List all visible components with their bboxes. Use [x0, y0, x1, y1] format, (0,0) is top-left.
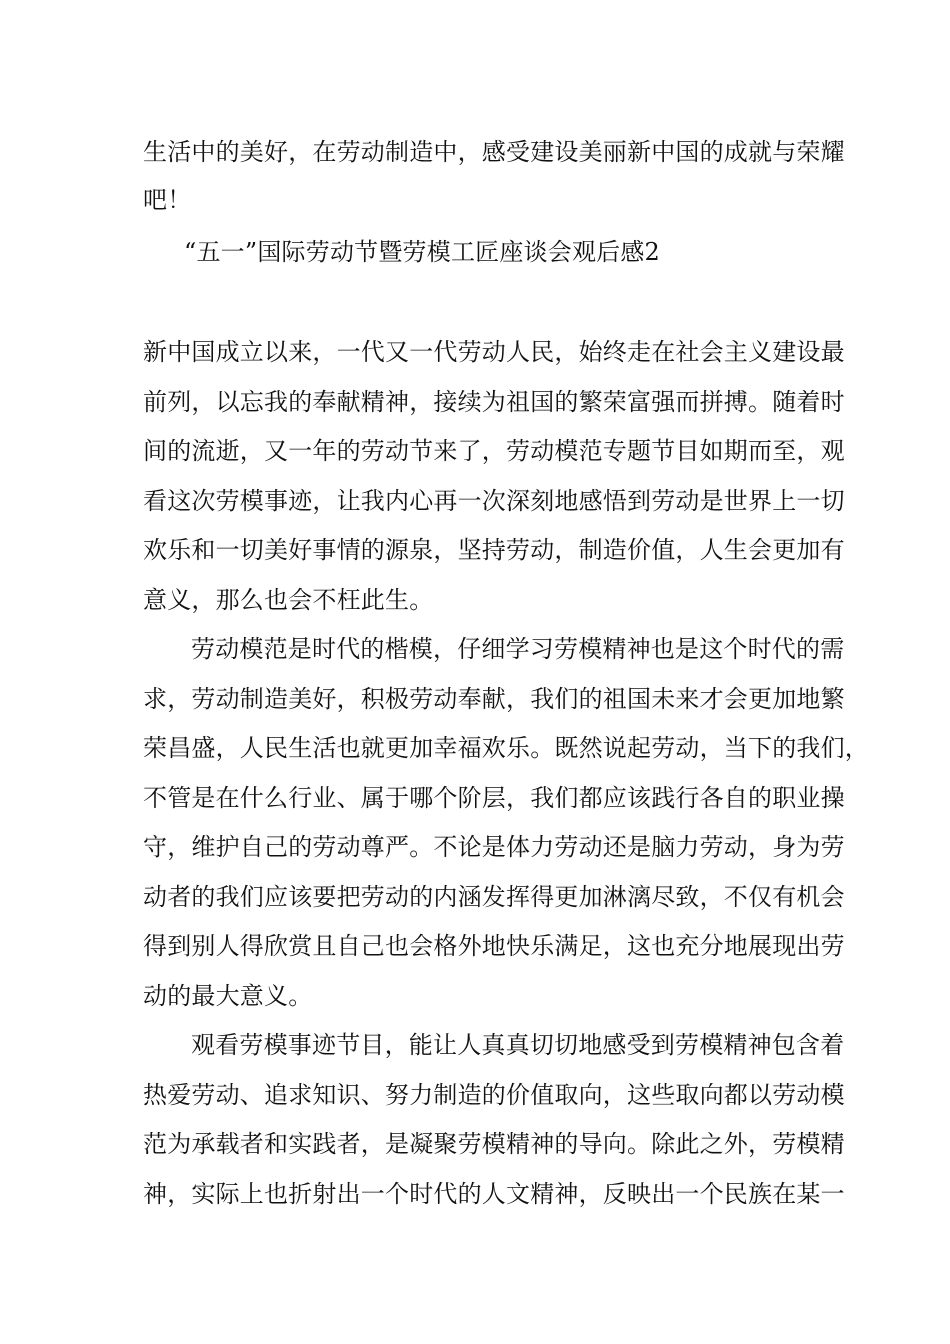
text-line: 守，维护自己的劳动尊严。不论是体力劳动还是脑力劳动，身为劳 — [143, 833, 845, 861]
text-line: 意义，那么也会不枉此生。 — [143, 586, 434, 614]
text-line: 范为承载者和实践者，是凝聚劳模精神的导向。除此之外，劳模精 — [143, 1130, 845, 1158]
text-line: 生活中的美好，在劳动制造中，感受建设美丽新中国的成就与荣耀 — [143, 138, 845, 166]
text-line: 动的最大意义。 — [143, 982, 313, 1010]
text-line: 动者的我们应该要把劳动的内涵发挥得更加淋漓尽致，不仅有机会 — [143, 883, 845, 911]
text-line: 前列，以忘我的奉献精神，接续为祖国的繁荣富强而拼搏。随着时 — [143, 388, 845, 416]
text-line: 不管是在什么行业、属于哪个阶层，我们都应该践行各自的职业操 — [143, 784, 845, 812]
section-title: “五一”国际劳动节暨劳模工匠座谈会观后感2 — [184, 238, 661, 266]
text-line: 间的流逝，又一年的劳动节来了，劳动模范专题节目如期而至，观 — [143, 437, 845, 465]
text-line: 求，劳动制造美好，积极劳动奉献，我们的祖国未来才会更加地繁 — [143, 685, 845, 713]
text-line: 热爱劳动、追求知识、努力制造的价值取向，这些取向都以劳动模 — [143, 1081, 845, 1109]
text-line: 新中国成立以来，一代又一代劳动人民，始终走在社会主义建设最 — [143, 338, 845, 366]
text-line: 得到别人得欣赏且自己也会格外地快乐满足，这也充分地展现出劳 — [143, 932, 845, 960]
text-line: 观看劳模事迹节目，能让人真真切切地感受到劳模精神包含着 — [191, 1031, 845, 1059]
text-line: 劳动模范是时代的楷模，仔细学习劳模精神也是这个时代的需 — [191, 635, 845, 663]
text-line: 吧！ — [143, 186, 192, 214]
text-line: 神，实际上也折射出一个时代的人文精神，反映出一个民族在某一 — [143, 1180, 845, 1208]
text-line: 欢乐和一切美好事情的源泉，坚持劳动，制造价值，人生会更加有 — [143, 536, 845, 564]
text-line: 荣昌盛，人民生活也就更加幸福欢乐。既然说起劳动，当下的我们， — [143, 734, 869, 762]
text-line: 看这次劳模事迹，让我内心再一次深刻地感悟到劳动是世界上一切 — [143, 487, 845, 515]
